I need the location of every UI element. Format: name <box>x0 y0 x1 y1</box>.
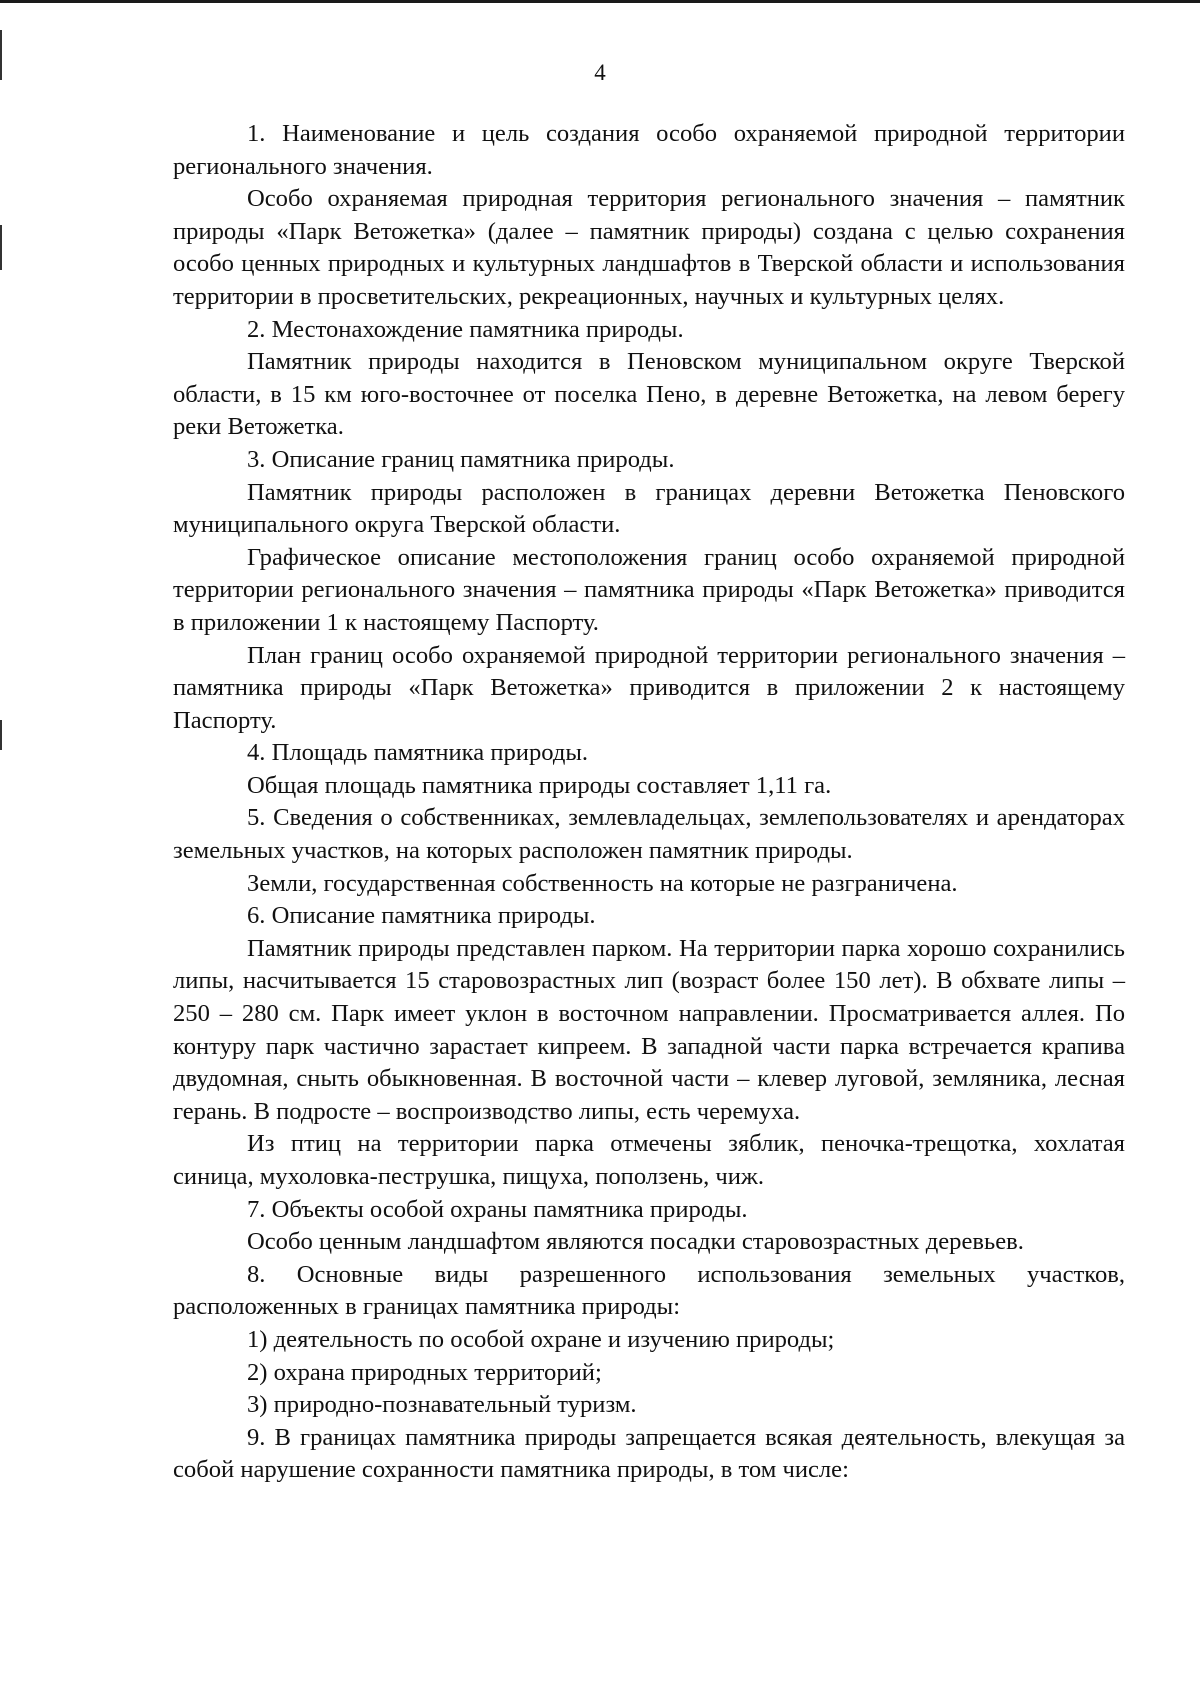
section-1-heading: 1. Наименование и цель создания особо охраняемой природной территории регионального значения. <box>173 120 1125 180</box>
section-6-text-birds: Из птиц на территории парка отмечены зяблик, пеночка-трещотка, хохлатая синица, мухоловка-пеструшка, пищуха, поползень, чиж. <box>173 1130 1125 1190</box>
section-7-text: Особо ценным ландшафтом являются посадки старовозрастных деревьев. <box>247 1228 1024 1256</box>
section-1-text: Особо охраняемая природная территория регионального значения – памятник природы «Парк Ветожетка» (далее – памятник природы) создана с целью сохранения особо ценных природных и культурных ландшафтов в Тверской области и использования территории в просветительских, рекреационных, научных и культурных целях. <box>173 185 1125 310</box>
page-number: 4 <box>594 60 606 85</box>
section-8-heading: 8. Основные виды разрешенного использования земельных участков, расположенных в границах памятника природы: <box>173 1260 1125 1321</box>
section-6-text: Памятник природы представлен парком. На территории парка хорошо сохранились липы, насчитывается 15 старовозрастных лип (возраст более 150 лет). В обхвате липы – 250 – 280 см. Парк имеет уклон в восточном направлении. Просматривается аллея. По контуру парк частично зарастает кипреем. В западной части парка встречается крапива двудомная, сныть обыкновенная. В восточной части – клевер луговой, земляника, лесная герань. В подросте – воспроизводство липы, есть черемуха. <box>173 934 1125 1125</box>
scan-top-border <box>0 0 1200 3</box>
section-4-heading: 4. Площадь памятника природы. <box>247 739 589 767</box>
section-5-heading: 5. Сведения о собственниках, землевладельцах, землепользователях и арендаторах земельных участков, на которых расположен памятник природы. <box>173 804 1125 865</box>
section-3-text-appendix-1: Графическое описание местоположения границ особо охраняемой природной территории регионального значения – памятника природы «Парк Ветожетка» приводится в приложении 1 к настоящему Паспорту. <box>173 543 1125 636</box>
section-9-heading: 9. В границах памятника природы запрещается всякая деятельность, влекущая за собой нарушение сохранности памятника природы, в том числе: <box>173 1423 1125 1484</box>
section-4-text: Общая площадь памятника природы составляет 1,11 га. <box>247 771 832 799</box>
section-6-heading: 6. Описание памятника природы. <box>247 902 596 930</box>
section-8-list-item: 1) деятельность по особой охране и изучению природы; <box>247 1325 835 1353</box>
section-2-heading: 2. Местонахождение памятника природы. <box>247 315 684 343</box>
section-3-text-appendix-2: План границ особо охраняемой природной территории регионального значения – памятника природы «Парк Ветожетка» приводится в приложении 2 к настоящему Паспорту. <box>173 641 1125 734</box>
section-8-list-item: 2) охрана природных территорий; <box>247 1358 602 1386</box>
scan-edge-mark <box>0 720 2 750</box>
section-7-heading: 7. Объекты особой охраны памятника природы. <box>247 1195 748 1223</box>
section-3-text: Памятник природы расположен в границах деревни Ветожетка Пеновского муниципального округа Тверской области. <box>173 478 1125 539</box>
section-3-heading: 3. Описание границ памятника природы. <box>247 445 675 473</box>
section-8-list-item: 3) природно-познавательный туризм. <box>247 1391 637 1419</box>
section-5-text: Земли, государственная собственность на которые не разграничена. <box>247 869 958 897</box>
document-body <box>173 118 1125 1487</box>
scan-edge-mark <box>0 225 2 270</box>
section-2-text: Памятник природы находится в Пеновском муниципальном округе Тверской области, в 15 км юго-восточнее от поселка Пено, в деревне Ветожетка, на левом берегу реки Ветожетка. <box>173 348 1125 441</box>
